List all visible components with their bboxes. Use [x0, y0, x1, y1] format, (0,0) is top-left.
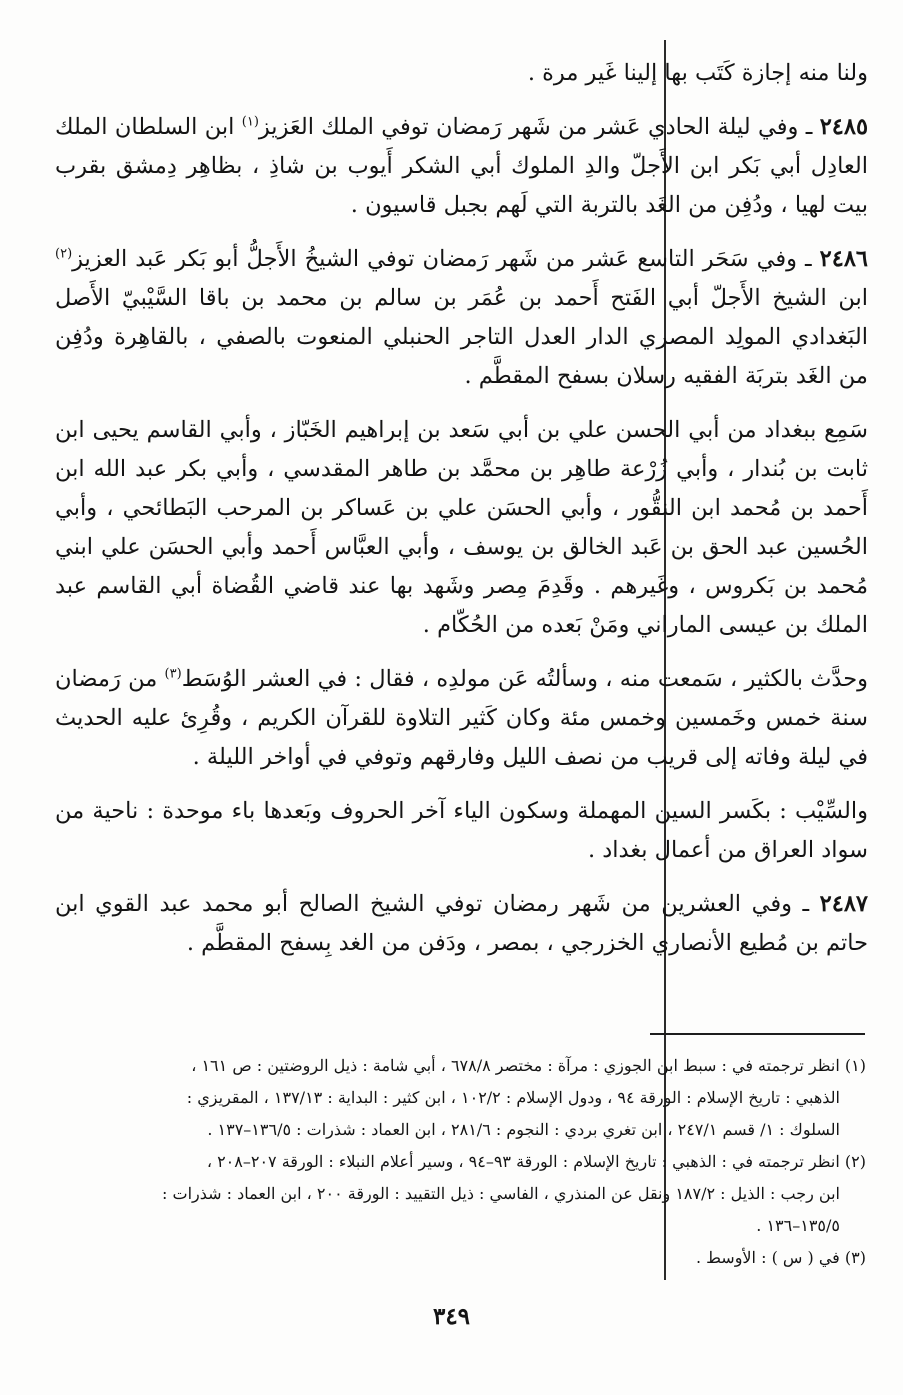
footnote-3-line-1: (٣) في ( س ) : الأوسط . — [695, 1248, 866, 1267]
page-number: ٣٤٩ — [432, 1303, 471, 1330]
entry-number: ٢٤٨٧ — [819, 891, 869, 917]
entry-text-continued: ابن الشيخ الأَجلّ أبي الفَتح أَحمد بن عُمَر بن سالم بن محمد بن باقا السَّيْبيّ الأَصل البَغدادي المولِد المصري الدار العدل التاجر الحنبلي المنعوت بالصفي ، بالقاهِرة ودُفِن من الغَد بتربَة الفقيه رسلان بسفح المقطَّم . — [55, 285, 868, 389]
paragraph-birth-continued: من رَمضان سنة خمس وخَمسين وخمس مئة وكان كَثير التلاوة للقرآن الكريم ، وقُرِئ عليه الحديث في ليلة وفاته إلى قريب من نصف الليل وفارقهم وتوفي في أواخر الليلة . — [55, 666, 868, 770]
entry-text-continued: ابن السلطان الملك العادِل أبي بَكر ابن الأَجلّ والدِ الملوك أبي الشكر أَيوب بن شاذِ ، بظاهِر دِمشق بقرب بيت لهيا ، ودُفِن من الغَد بالتربة التي لَهم بجبل قاسيون . — [55, 114, 868, 218]
main-text — [55, 54, 868, 978]
footnote-1-line-2: الذهبي : تاريخ الإسلام : الورقة ٩٤ ، ودول الإسلام : ١٠٢/٢ ، ابن كثير : البداية : ١٣٧/١٣ ، المقريزي : — [186, 1088, 840, 1107]
footnote-2-line-1: (٢) انظر ترجمته في : الذهبي : تاريخ الإسلام : الورقة ٩٣–٩٤ ، وسير أعلام النبلاء : الورقة ٢٠٧–٢٠٨ ، — [206, 1152, 866, 1171]
footnotes — [70, 1050, 866, 1274]
entry-dash: ـ — [802, 891, 810, 917]
footnote-separator — [650, 1033, 865, 1035]
paragraph-sayb: والسِّيْب : بكَسر السين المهملة وسكون الياء آخر الحروف وبَعدها باء موحدة : ناحية من سواد العراق من أعمال بغداد . — [55, 798, 868, 863]
entry-2487 — [55, 885, 868, 963]
footnote-2-line-3: ١٣٥/٥–١٣٦ . — [756, 1216, 840, 1235]
footnote-ref-3[interactable]: (٣) — [164, 666, 182, 682]
entry-2485 — [55, 108, 868, 225]
footnote-1-line-1: (١) انظر ترجمته في : سبط ابن الجوزي : مرآة : مختصر ٦٧٨/٨ ، أبي شامة : ذيل الروضتين : ص ١٦١ ، — [191, 1056, 866, 1075]
entry-2486 — [55, 240, 868, 396]
footnote-2-line-2: ابن رجب : الذيل : ١٨٧/٢ ونقل عن المنذري ، الفاسي : ذيل التقييد : الورقة ٢٠٠ ، ابن العماد : شذرات : — [162, 1184, 840, 1203]
paragraph-intro: ولنا منه إجازة كَتَب بها إلينا غَير مرة . — [527, 60, 868, 86]
footnote-1-line-3: السلوك : ١/ قسم ٢٤٧/١ ، ابن تغري بردي : النجوم : ٢٨١/٦ ، ابن العماد : شذرات : ١٣٦/٥–١٣٧ . — [207, 1120, 840, 1139]
footnote-ref-1[interactable]: (١) — [241, 114, 259, 130]
entry-dash: ـ — [805, 114, 813, 140]
entry-text: وفي سَحَر التاسع عَشر من شَهر رَمضان توفي الشيخُ الأَجلُّ أبو بَكر عَبد العزيز — [72, 246, 797, 272]
paragraph-teachers: سَمِع ببغداد من أبي الحسن علي بن أبي سَعد بن إبراهيم الخَبّاز ، وأبي القاسم يحيى ابن ثابت بن بُندار ، وأبي زُرْعة طاهِر بن محمَّد بن طاهر المقدسي ، وأبي بكر عبد الله ابن أَحمد بن مُحمد ابن النقُّور ، وأبي الحسَن علي بن عَساكر بن المرحب البَطائحي ، وأبي الحُسين عبد الحق بن عَبد الخالق بن يوسف ، وأبي العبَّاس أَحمد وأبي الحسَن علي ابني مُحمد بن بَكروس ، وغَيرهم . وقَدِمَ مِصر وشَهد بها عند قاضي القُضاة أبي القاسم عبد الملك بن عيسى الماراني ومَنْ بَعده من الحُكّام . — [55, 417, 868, 638]
entry-number: ٢٤٨٦ — [819, 246, 868, 272]
entry-text: وفي ليلة الحادي عَشر من شَهر رَمضان توفي الملك العَزيز — [258, 114, 799, 140]
paragraph-birth-text: وحدَّث بالكثير ، سَمعت منه ، وسألتُه عَن مولدِه ، فقال : في العشر الوُسَط — [181, 666, 868, 692]
entry-text: وفي العشرين من شَهر رمضان توفي الشيخ الصالح أبو محمد عبد القوي ابن حاتم بن مُطيع الأنصاري الخزرجي ، بمصر ، ودَفن من الغد بِسفح المقطَّم . — [55, 891, 868, 956]
paragraph-birth — [55, 660, 868, 777]
entry-number: ٢٤٨٥ — [819, 114, 869, 140]
entry-dash: ـ — [805, 246, 812, 272]
footnote-ref-2[interactable]: (٢) — [55, 246, 73, 262]
